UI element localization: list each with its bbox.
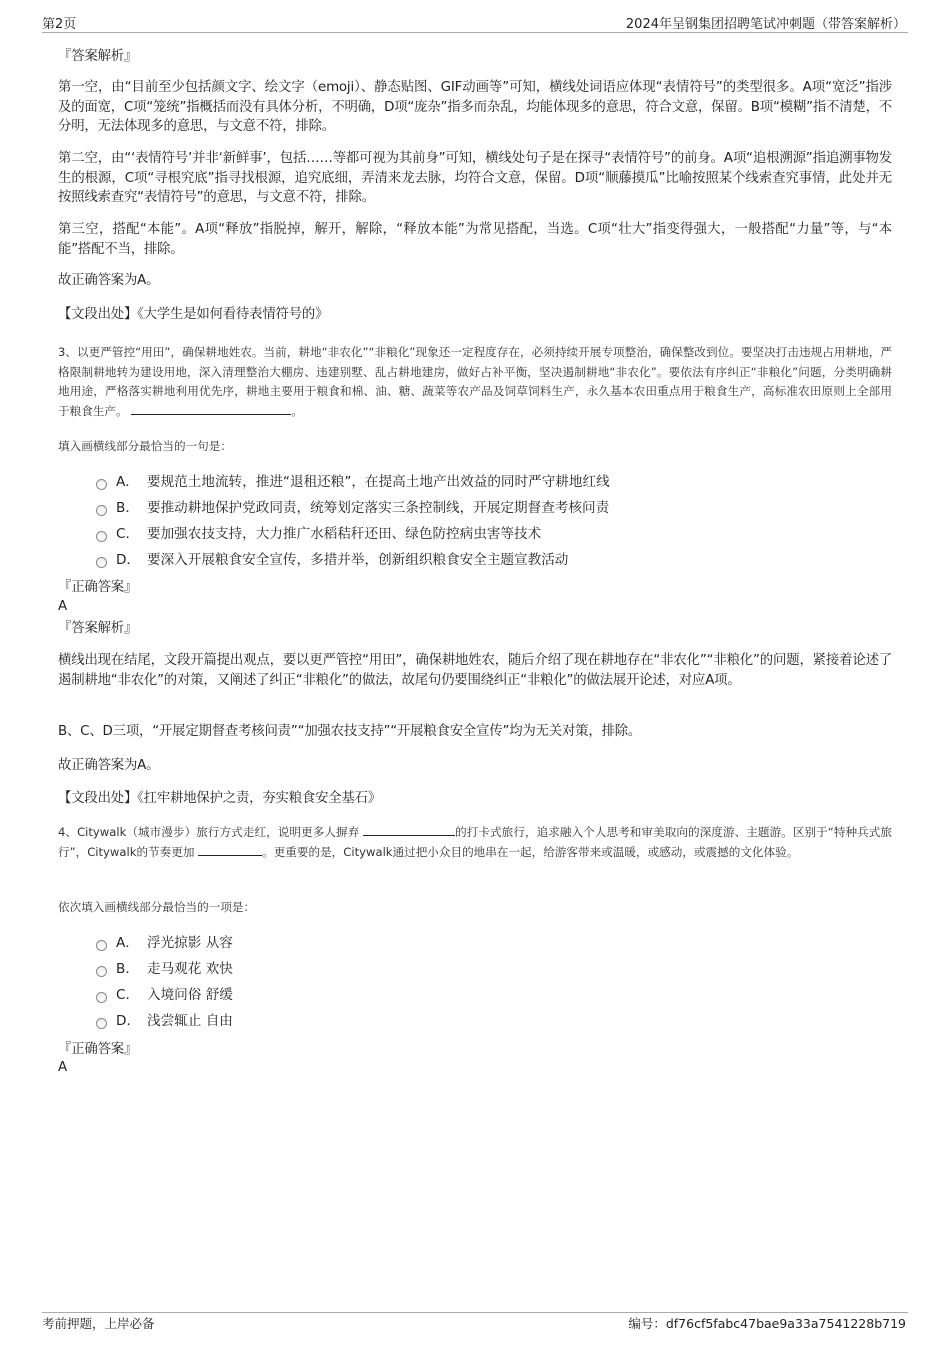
- radio-button[interactable]: [96, 505, 107, 516]
- radio-button[interactable]: [96, 557, 107, 568]
- radio-button[interactable]: [96, 479, 107, 490]
- analysis-paragraph: 横线出现在结尾，文段开篇提出观点，要以更严管控“用田”，确保耕地姓农，随后介绍了现在耕地存在“非农化”“非粮化”的问题，紧接着论述了遏制耕地“非农化”的对策，又阐述了纠正“非粮化”的做法，故尾句仍要围绕纠正“非粮化”的做法展开论述，对应A项。: [58, 653, 892, 688]
- footer-slogan: 考前押题，上岸必备: [42, 1316, 155, 1331]
- document-id: 编号：df76cf5fabc47bae9a33a7541228b719: [628, 1316, 906, 1331]
- option-d[interactable]: D． 浅尝辄止 自由: [96, 1011, 233, 1031]
- option-a[interactable]: A． 要规范土地流转，推进“退租还粮”，在提高土地产出效益的同时严守耕地红线: [96, 472, 610, 492]
- header-divider: [42, 32, 908, 33]
- answer-blank: [131, 402, 291, 415]
- option-c[interactable]: C． 入境问俗 舒缓: [96, 985, 233, 1005]
- page-number: 第2页: [42, 17, 77, 32]
- option-c[interactable]: C． 要加强农技支持，大力推广水稻秸秆还田、绿色防控病虫害等技术: [96, 524, 541, 544]
- option-b[interactable]: B． 要推动耕地保护党政同责，统筹划定落实三条控制线，开展定期督查考核问责: [96, 498, 609, 518]
- radio-button[interactable]: [96, 1018, 107, 1029]
- answer-blank: [198, 843, 262, 856]
- document-title: 2024年呈钢集团招聘笔试冲刺题（带答案解析）: [625, 17, 906, 32]
- footer-divider: [42, 1312, 908, 1313]
- question-3-stem: 3、以更严管控“用田”，确保耕地姓农。当前，耕地“非农化”“非粮化”现象还一定程度存在，必须持续开展专项整治，确保整改到位。要坚决打击违规占用耕地，严格限制耕地转为建设用地，深入清理整治大棚房、违建别墅、乱占耕地建房，做好占补平衡，坚决遏制耕地“非农化”。要依法有序纠正“非粮化”问题，分类明确耕地用途，严格落实耕地利用优先序，耕地主要用于粮食和棉、油、糖、蔬菜等农产品及饲草饲料生产，永久基本农田重点用于粮食生产，高标准农田原则上全部用于粮食生产。 。: [58, 345, 892, 418]
- answer-blank: [363, 823, 455, 836]
- radio-button[interactable]: [96, 966, 107, 977]
- option-a[interactable]: A． 浮光掠影 从容: [96, 933, 233, 953]
- radio-button[interactable]: [96, 531, 107, 542]
- question-prompt: 填入画横线部分最恰当的一句是：: [58, 439, 232, 453]
- option-d[interactable]: D． 要深入开展粮食安全宣传，多措并举，创新组织粮食安全主题宣教活动: [96, 550, 568, 570]
- correct-answer-label: 『正确答案』: [58, 580, 138, 595]
- analysis-paragraph: B、C、D三项，“开展定期督查考核问责”“加强农技支持”“开展粮食安全宣传”均为无关对策，排除。: [58, 724, 642, 739]
- analysis-paragraph: 第三空，搭配“本能”。A项“释放”指脱掉，解开，解除，“释放本能”为常见搭配，当选。C项“壮大”指变得强大，一般搭配“力量”等，与“本能”搭配不当，排除。: [58, 222, 892, 257]
- correct-answer-label: 『正确答案』: [58, 1042, 138, 1057]
- analysis-paragraph: 第二空，由“‘表情符号’并非‘新鲜事’，包括……等都可视为其前身”可知，横线处句子是在探寻“表情符号”的前身。A项“追根溯源”指追溯事物发生的根源，C项“寻根究底”指寻找根源，追究底细，弄清来龙去脉，均符合文意，保留。D项“顺藤摸瓜”比喻按照某个线索查究事情，此处并无按照线索查究“表情符号”的意思，与文意不符，排除。: [58, 151, 892, 205]
- correct-answer: A: [58, 1060, 67, 1075]
- option-b[interactable]: B． 走马观花 欢快: [96, 959, 233, 979]
- answer-statement: 故正确答案为A。: [58, 273, 160, 288]
- analysis-label: 『答案解析』: [58, 49, 138, 64]
- source-citation: 【文段出处】《大学生是如何看待表情符号的》: [58, 307, 329, 322]
- question-4-stem: 4、Citywalk（城市漫步）旅行方式走红，说明更多人摒弃 的打卡式旅行，追求融入个人思考和审美取向的深度游、主题游。区别于“特种兵式旅行”，Citywalk的节奏更加 。更重要的是，Citywalk通过把小众目的地串在一起，给游客带来或温暖，或感动，或震撼的文化体验。: [58, 825, 893, 859]
- analysis-paragraph: 第一空，由“目前至少包括颜文字、绘文字（emoji）、静态贴图、GIF动画等”可知，横线处词语应体现“表情符号”的类型很多。A项“宽泛”指涉及的面宽，C项“笼统”指概括而没有具体分析，不明确，D项“庞杂”指多而杂乱，均能体现多的意思，符合文意，保留。B项“模糊”指不清楚，不分明，无法体现多的意思，与文意不符，排除。: [58, 80, 892, 134]
- correct-answer: A: [58, 599, 67, 614]
- source-citation: 【文段出处】《扛牢耕地保护之责，夯实粮食安全基石》: [58, 791, 382, 806]
- answer-statement: 故正确答案为A。: [58, 758, 160, 773]
- radio-button[interactable]: [96, 940, 107, 951]
- analysis-label: 『答案解析』: [58, 621, 138, 636]
- question-prompt: 依次填入画横线部分最恰当的一项是：: [58, 900, 256, 914]
- radio-button[interactable]: [96, 992, 107, 1003]
